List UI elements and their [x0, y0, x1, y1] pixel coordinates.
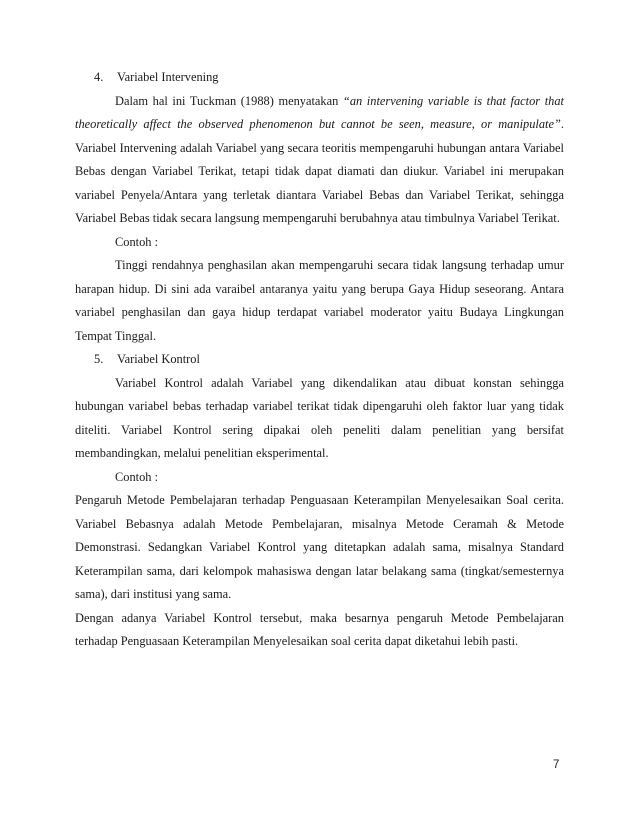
document-body: [75, 66, 564, 654]
section-5-intro-paragraph: Variabel Kontrol adalah Variabel yang dikendalikan atau dibuat konstan sehingga hubungan variabel bebas terhadap variabel terikat tidak dipengaruhi oleh faktor luar yang tidak diteliti. Variabel Kontrol sering dipakai oleh peneliti dalam penelitian yang bersifat membandingkan, melalui penelitian eksperimental.: [75, 375, 564, 460]
tuckman-quote: “an intervening variable is that factor that theoretically affect the observed phenomenon but cannot be seen, measure, or manipulate”: [75, 93, 564, 131]
section-4-intro-paragraph: [75, 90, 564, 231]
section-4-intro-prefix: Dalam hal ini Tuckman (1988) menyatakan: [115, 93, 343, 108]
section-5-conclusion-paragraph: Dengan adanya Variabel Kontrol tersebut, maka besarnya pengaruh Metode Pembelajaran terhadap Penguasaan Keterampilan Menyelesaikan soal cerita dapat diketahui lebih pasti.: [75, 610, 564, 648]
section-5-number: 5.: [94, 352, 104, 366]
section-5-example-label: Contoh :: [115, 469, 159, 484]
section-4-intro-suffix: . Variabel Intervening adalah Variabel yang secara teoritis mempengaruhi hubungan antara Variabel Bebas dengan Variabel Terikat, tetapi tidak dapat diamati dan diukur. Variabel ini merupakan variabel Penyela/Antara yang terletak diantara Variabel Bebas dan Variabel Terikat, sehingga Variabel Bebas tidak secara langsung mempengaruhi berubahnya atau timbulnya Variabel Terikat.: [75, 117, 564, 225]
section-4-example-label: Contoh :: [115, 234, 159, 249]
section-5-example-paragraph: Pengaruh Metode Pembelajaran terhadap Penguasaan Keterampilan Menyelesaikan Soal cerita. Variabel Bebasnya adalah Metode Pembelajaran, misalnya Metode Ceramah & Metode Demonstrasi. Sedangkan Variabel Kontrol yang ditetapkan adalah sama, misalnya Standard Keterampilan sama, dari kelompok mahasiswa dengan latar belakang sama (tingkat/semesternya sama), dari institusi yang sama.: [75, 493, 564, 601]
section-4-number: 4.: [94, 70, 104, 84]
section-5-heading: [75, 348, 564, 372]
page-number: 7: [553, 759, 560, 771]
section-4-example-paragraph: Tinggi rendahnya penghasilan akan mempengaruhi secara tidak langsung terhadap umur harapan hidup. Di sini ada varaibel antaranya yaitu yang berupa Gaya Hidup seseorang. Antara variabel penghasilan dan gaya hidup terdapat variabel moderator yaitu Budaya Lingkungan Tempat Tinggal.: [75, 258, 564, 343]
section-4-title: Variabel Intervening: [117, 70, 219, 84]
section-5-title: Variabel Kontrol: [117, 352, 200, 366]
section-4-heading: [75, 66, 564, 90]
